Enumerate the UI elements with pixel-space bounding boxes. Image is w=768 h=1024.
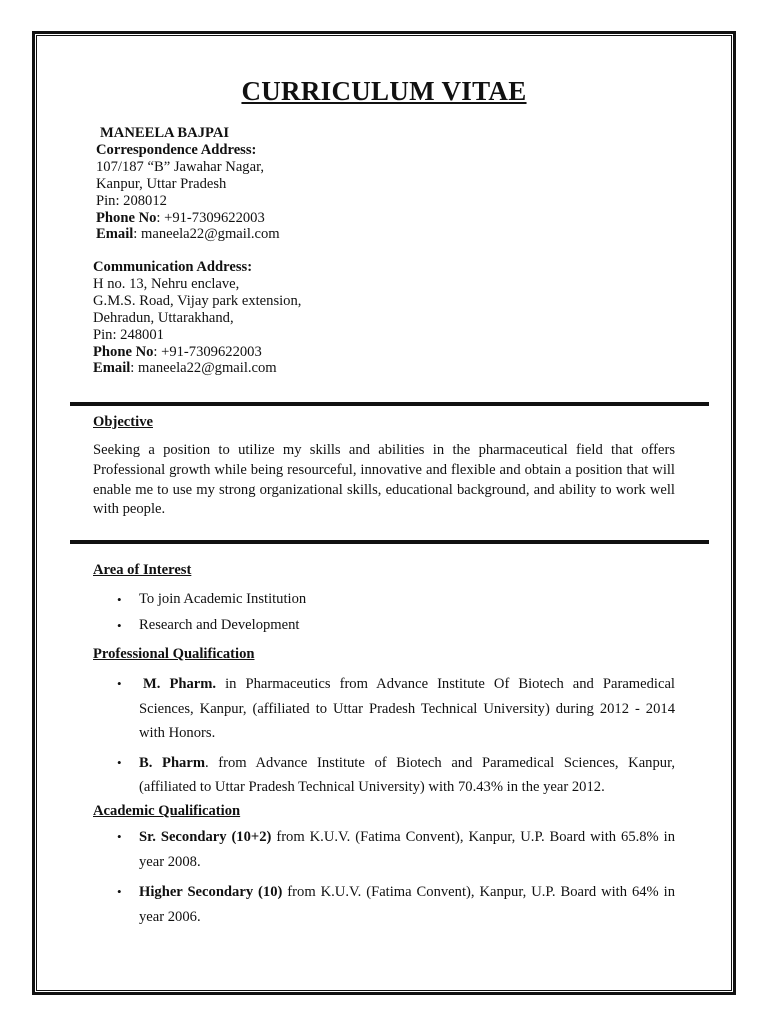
degree-name: M. Pharm. [143, 676, 217, 692]
bullet-icon: • [117, 592, 122, 607]
academic-list [117, 825, 676, 929]
address-line: Pin: 208012 [96, 192, 167, 209]
list-item [117, 617, 679, 643]
area-of-interest-heading: Area of Interest [93, 562, 192, 578]
objective-text: Seeking a position to utilize my skills and abilities in the pharmaceutical field that offers Professional growth while being resourceful, innovative and flexible and obtain a position that will enable me to use my strong organizational skills, educational background, and ability to work well with people. [93, 442, 675, 518]
objective-heading: Objective [93, 414, 153, 430]
degree-details: in Pharmaceutics from Advance Institute Of Biotech and Paramedical Sciences, Kanpur, (affiliated to Uttar Pradesh Technical University) during 2012 - 2014 with Honors. [139, 676, 675, 741]
address-line: G.M.S. Road, Vijay park extension, [93, 292, 302, 309]
email-address: : maneela22@gmail.com [130, 360, 277, 377]
interest-item: Research and Development [139, 617, 300, 633]
email-label: Email [93, 360, 131, 377]
correspondence-address-block [96, 125, 280, 243]
address-line: Dehradun, Uttarakhand, [93, 309, 234, 326]
list-item [117, 591, 679, 617]
phone-number: : +91-7309622003 [156, 209, 265, 226]
degree-details: . from Advance Institute of Biotech and Paramedical Sciences, Kanpur, (affiliated to Uttar Pradesh Technical University) with 70.43% in the year 2012. [139, 754, 675, 795]
phone-number: : +91-7309622003 [153, 343, 262, 360]
phone-label: Phone No [93, 343, 154, 360]
email-label: Email [96, 226, 134, 243]
bullet-icon: • [117, 829, 122, 844]
bullet-icon: • [117, 884, 122, 899]
email-address: : maneela22@gmail.com [133, 226, 280, 243]
phone-label: Phone No [96, 209, 157, 226]
phone-row [96, 210, 280, 227]
phone-row [93, 344, 301, 361]
list-item [117, 880, 676, 929]
list-item [117, 751, 675, 800]
section-divider [70, 540, 709, 544]
communication-address-block [93, 259, 301, 377]
qualification-name: Higher Secondary (10) [139, 884, 283, 900]
professional-qualification-heading: Professional Qualification [93, 646, 255, 662]
email-row [93, 360, 301, 377]
address-line: Kanpur, Uttar Pradesh [96, 175, 227, 192]
communication-heading: Communication Address: [93, 259, 253, 275]
qualification-details: from K.U.V. (Fatima Convent), Kanpur, U.P. Board with 65.8% in year 2008. [139, 829, 676, 870]
section-divider [70, 402, 709, 406]
candidate-name: MANEELA BAJPAI [100, 125, 230, 141]
interest-list [117, 591, 679, 643]
qualification-name: Sr. Secondary (10+2) [139, 829, 272, 845]
correspondence-heading: Correspondence Address: [96, 141, 257, 158]
list-item [117, 825, 676, 874]
degree-name: B. Pharm [139, 754, 205, 771]
bullet-icon: • [117, 618, 122, 633]
address-line: Pin: 248001 [93, 326, 164, 343]
academic-qualification-heading: Academic Qualification [93, 803, 241, 819]
email-row [96, 226, 280, 243]
document-title: CURRICULUM VITAE [241, 76, 527, 106]
bullet-icon: • [117, 676, 122, 691]
bullet-icon: • [117, 754, 122, 770]
interest-item: To join Academic Institution [139, 591, 307, 607]
address-line: H no. 13, Nehru enclave, [93, 275, 240, 292]
list-item [117, 672, 675, 746]
qualification-details: from K.U.V. (Fatima Convent), Kanpur, U.P. Board with 64% in year 2006. [139, 884, 676, 925]
address-line: 107/187 “B” Jawahar Nagar, [96, 158, 264, 175]
professional-list [117, 672, 675, 800]
